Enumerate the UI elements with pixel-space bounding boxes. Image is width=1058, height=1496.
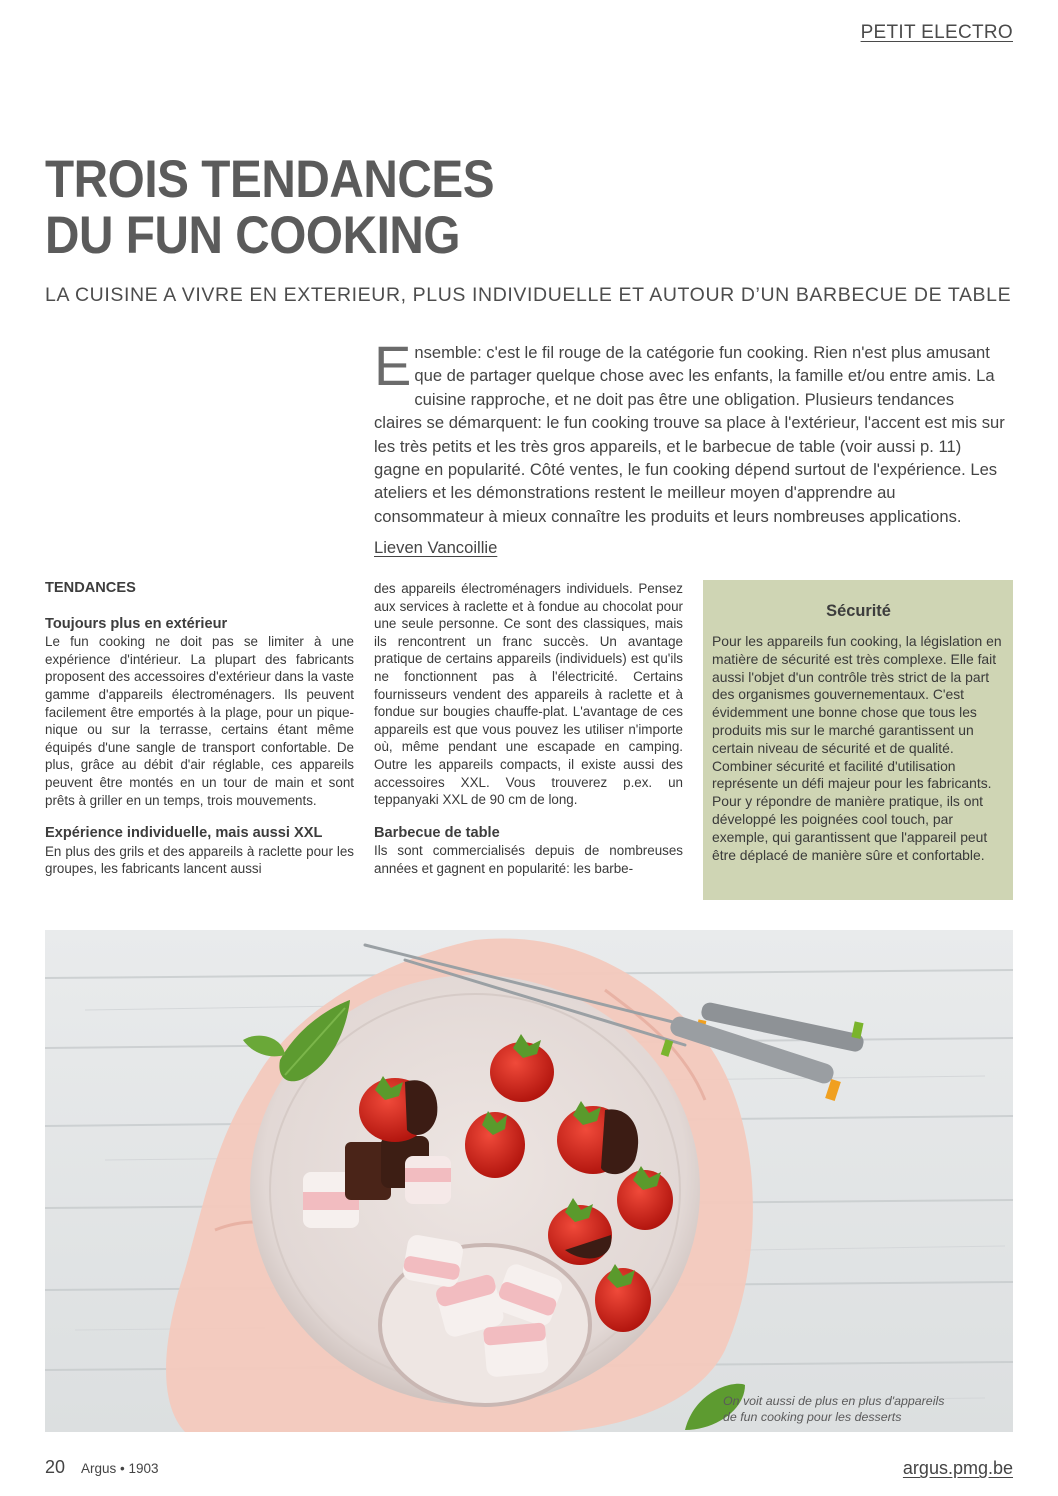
column-1 bbox=[45, 580, 354, 878]
sidebar-text: Pour les appareils fun cooking, la législation en matière de sécurité est très complexe. Elle fait aussi l'objet d'un contrôle très strict de la part des organismes gouvernementaux. C'est évidemment une bonne chose que tous les produits mis sur le marché garantissent un certain niveau de sécurité et de qualité. Combiner sécurité et facilité d'utilisation représente un défi majeur pour les fabricants. Pour y répondre de manière pratique, ils ont développé les poignées cool touch, par exemple, qui garantissent que l'appareil peut être déplacé de manière sûre et confortable. bbox=[712, 633, 1002, 863]
intro-text: nsemble: c'est le fil rouge de la catégorie fun cooking. Rien n'est plus amusant que de partager quelque chose avec les enfants, la famille et/ou entre amis. La cuisine rapproche, et ne doit pas être une obligation. Plusieurs tendances claires se démarquent: le fun cooking trouve sa place à l'extérieur, l'accent est mis sur les très petits et les très gros appareils, et le barbecue de table (voir aussi p. 11) gagne en popularité. Côté ventes, le fun cooking dépend surtout de l'expérience. Les ateliers et les démonstrations restent le meilleur moyen d'apprendre au consommateur à mieux connaître les produits et leurs nombreuses applications. bbox=[374, 343, 1005, 526]
fondue-photo bbox=[45, 930, 1013, 1432]
paragraph-individual: En plus des grils et des appareils à raclette pour les groupes, les fabricants lancent aussi bbox=[45, 843, 354, 877]
section-heading: TENDANCES bbox=[45, 580, 136, 596]
spacer bbox=[45, 809, 354, 825]
drop-cap: E bbox=[374, 334, 412, 397]
publication-issue: Argus • 1903 bbox=[81, 1461, 159, 1476]
caption-line-2: de fun cooking pour les desserts bbox=[723, 1410, 902, 1424]
subheading-individual: Expérience individuelle, mais aussi XXL bbox=[45, 825, 323, 842]
photo-caption bbox=[723, 1393, 944, 1425]
spacer bbox=[374, 809, 683, 825]
column-2 bbox=[374, 580, 683, 878]
paragraph-table-barbecue: Ils sont commercialisés depuis de nombreuses années et gagnent en popularité: les barbe- bbox=[374, 843, 683, 876]
subheading-table-barbecue: Barbecue de table bbox=[374, 824, 500, 841]
article-title bbox=[45, 152, 494, 264]
section-label: PETIT ELECTRO bbox=[860, 22, 1013, 43]
title-line-2: DU FUN COOKING bbox=[45, 206, 461, 265]
title-line-1: TROIS TENDANCES bbox=[45, 150, 495, 209]
safety-sidebar bbox=[703, 580, 1013, 900]
article-subtitle: LA CUISINE A VIVRE EN EXTERIEUR, PLUS INDIVIDUELLE ET AUTOUR D’UN BARBECUE DE TABLE bbox=[45, 284, 1012, 306]
paragraph-outdoor: Le fun cooking ne doit pas se limiter à une expérience d'intérieur. La plupart des fabricants proposent des accessoires d'extérieur dans la vaste gamme d'appareils électroménagers. Ils peuvent facilement être emportés à la plage, pour un pique-nique ou sur la terrasse, certains étant même équipés d'une sangle de transport confortable. De plus, grâce au débit d'air réglable, ces appareils peuvent être montés en un tour de main et sont prêts à griller en un temps, trois mouvements. bbox=[45, 634, 354, 808]
fondue-illustration bbox=[45, 930, 1013, 1432]
paragraph-individual-cont: des appareils électroménagers individuels. Pensez aux services à raclette et à fondue au chocolat pour une seule personne. Ce sont des classiques, mais ils rencontrent un franc succès. Un avantage pratique de certains appareils (individuels) est qu'ils ne fonctionnent pas à l'électricité. Certains fournisseurs vendent des appareils à raclette et à fondue sur bougies chauffe-plat. L'avantage de ces appareils est que vous pouvez les utiliser n'importe où, même pendant une escapade en camping. Outre les appareils compacts, il existe aussi des accessoires XXL. Vous trouverez p.ex. un teppanyaki XXL de 90 cm de long. bbox=[374, 581, 683, 808]
intro-paragraph bbox=[374, 334, 1006, 528]
page-number: 20 bbox=[45, 1457, 66, 1477]
spacer bbox=[45, 598, 354, 616]
website-link[interactable]: argus.pmg.be bbox=[902, 1458, 1013, 1478]
subheading-outdoor: Toujours plus en extérieur bbox=[45, 615, 228, 632]
sidebar-title: Sécurité bbox=[826, 602, 891, 620]
caption-line-1: On voit aussi de plus en plus d'appareils bbox=[723, 1394, 945, 1408]
author-link[interactable]: Lieven Vancoillie bbox=[374, 538, 498, 557]
